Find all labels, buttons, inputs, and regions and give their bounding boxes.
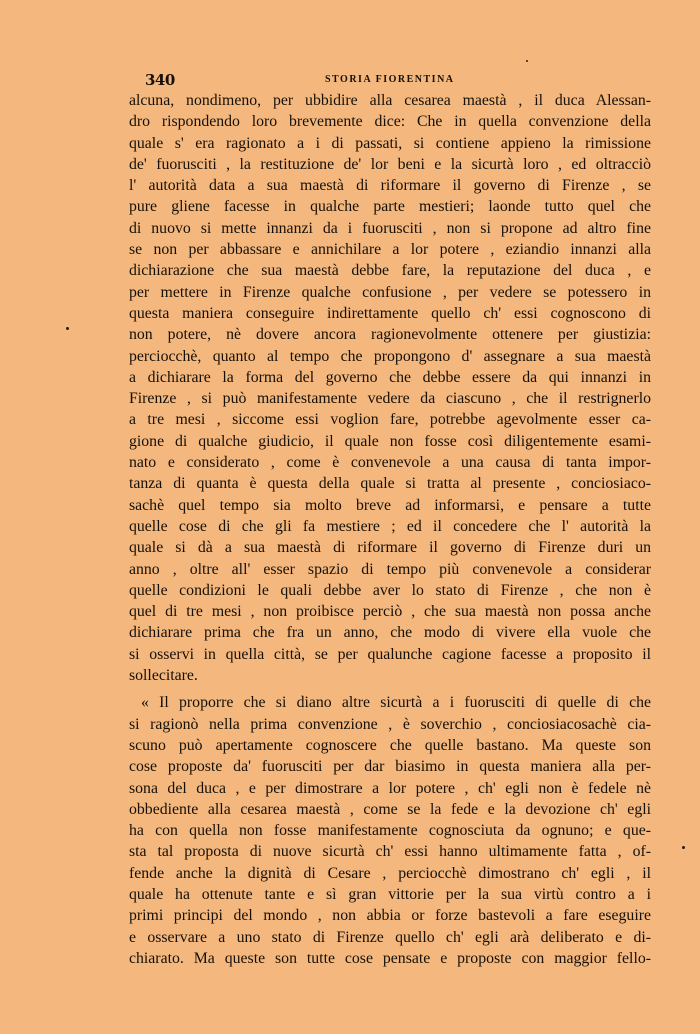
text-line: questa maniera conseguire indirettamente quello ch' essi cognoscono di [129, 304, 651, 322]
text-line: dichiarare prima che fra un anno, che modo di vivere ella vuole che [129, 624, 651, 642]
text-line: di nuovo si mette innanzi da i fuorusciti , non si propone ad altro fine [129, 219, 651, 237]
page-header [129, 70, 651, 90]
text-line: nato e considerato , come è convenevole a una causa di tanta impor- [129, 454, 651, 472]
text-line: scuno può apertamente cognoscere che quelle bastano. Ma queste son [129, 736, 651, 754]
body-text [129, 90, 651, 969]
text-line: quale ha ottenute tante e sì gran vittorie per la sua virtù contro a i [129, 885, 651, 903]
text-line: primi principi del mondo , non abbia or forze bastevoli a fare eseguire [129, 907, 651, 925]
text-line: dichiarazione che sua maestà debbe fare, la reputazione del duca , e [129, 262, 651, 280]
text-line: dro rispondendo loro brevemente dice: Che in quella convenzione della [129, 113, 651, 131]
text-line: pure gliene facesse in qualche parte mestieri; laonde tutto quel che [129, 198, 651, 216]
text-line: a dichiarare la forma del governo che debbe essere da qui innanzi in [129, 368, 651, 386]
text-line: sta tal proposta di nuove sicurtà ch' essi hanno ultimamente fatta , of- [129, 843, 651, 861]
text-line: fende anche la dignità di Cesare , perciocchè dimostrano ch' egli , il [129, 864, 651, 882]
text-line: Firenze , si può manifestamente vedere da ciascuno , che il restrignerlo [129, 390, 651, 408]
text-line: cose proposte da' fuorusciti per dar biasimo in questa maniera alla per- [129, 758, 651, 776]
paragraph-2 [129, 692, 651, 969]
text-line: quale si dà a sua maestà di riformare il governo di Firenze duri un [129, 539, 651, 557]
text-line: l' autorità data a sua maestà di riformare il governo di Firenze , se [129, 177, 651, 195]
text-line: de' fuorusciti , la restituzione de' lor beni e la sicurtà loro , ed oltracciò [129, 155, 651, 173]
text-line: anno , oltre all' esser spazio di tempo più convenevole a considerar [129, 560, 651, 578]
text-line: ha con quella non fosse manifestamente cognosciuta da ognuno; e que- [129, 822, 651, 840]
text-line: « Il proporre che si diano altre sicurtà a i fuorusciti di quelle di che [141, 694, 651, 712]
text-line: per mettere in Firenze qualche confusione , per vedere se potessero in [129, 283, 651, 301]
scan-speck [526, 60, 528, 62]
text-line: a tre mesi , siccome essi voglion fare, potrebbe agevolmente esser ca- [129, 411, 651, 429]
text-line: perciocchè, quanto al tempo che propongono d' assegnare a sua maestà [129, 347, 651, 365]
text-line: si osservi in quella città, se per qualunche cagione facesse a proposito il [129, 645, 651, 663]
text-line: sona del duca , e per dimostrare a lor potere , ch' egli non è fedele nè [129, 779, 651, 797]
page-number: 340 [145, 71, 175, 89]
text-line: obbediente alla cesarea maestà , come se la fede e la devozione ch' egli [129, 800, 651, 818]
text-line: se non per abbassare e annichilare a lor potere , eziandio innanzi alla [129, 241, 651, 259]
running-head: STORIA FIORENTINA [325, 74, 455, 85]
text-line: quel di tre mesi , non proibisce perciò , che sua maestà non possa anche [129, 603, 651, 621]
text-line: e osservare a uno stato di Firenze quello ch' egli arà deliberato e di- [129, 928, 651, 946]
text-line: sollecitare. [129, 667, 198, 685]
text-line: non potere, nè dovere ancora ragionevolmente ottenere per giustizia: [129, 326, 651, 344]
text-line: tanza di quanta è questa della quale si tratta al presente , conciosiaco- [129, 475, 651, 493]
text-line: quelle cose di che gli fa mestiere ; ed il concedere che l' autorità la [129, 517, 651, 535]
text-line: chiarato. Ma queste son tutte cose pensate e proposte con maggior fello- [129, 949, 651, 967]
text-line: quelle condizioni le quali debbe aver lo stato di Firenze , che non è [129, 581, 651, 599]
text-line: si ragionò nella prima convenzione , è soverchio , conciosiacosachè cia- [129, 715, 651, 733]
text-line: alcuna, nondimeno, per ubbidire alla cesarea maestà , il duca Alessan- [129, 92, 651, 109]
text-line: sachè quel tempo sia molto breve ad informarsi, e pensare a tutte [129, 496, 651, 514]
scan-speck [682, 846, 685, 849]
scan-speck [66, 327, 69, 330]
paragraph-1 [129, 90, 651, 686]
text-line: gione di qualche giudicio, il quale non fosse così diligentemente esami- [129, 432, 651, 450]
text-line: quale s' era ragionato a i di passati, si contiene appieno la rimissione [129, 134, 651, 152]
